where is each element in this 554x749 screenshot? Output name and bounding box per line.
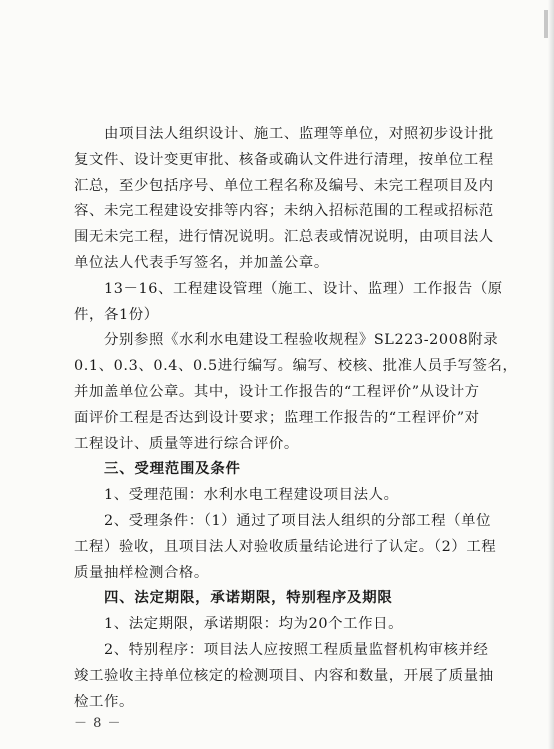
text-line: 汇总，至少包括序号、单位工程名称及编号、未完工程项目及内 [74, 177, 494, 194]
text-line: 2、受理条件：（1）通过了项目法人组织的分部工程（单位 [104, 513, 492, 529]
text-line: 围无未完工程，进行情况说明。汇总表或情况说明，由项目法人 [74, 229, 494, 246]
text-line: 0.1、0.3、0.4、0.5进行编写。编写、校核、批准人员手写签名， [74, 358, 518, 375]
text-line: 分别参照《水利水电建设工程验收规程》SL223-2008附录 [104, 332, 499, 349]
text-line: 工程）验收，且项目法人对验收质量结论进行了认定。（2）工程 [74, 538, 497, 555]
section-heading: 四、法定期限，承诺期限，特别程序及期限 [104, 590, 393, 607]
text-line: 由项目法人组织设计、施工、监理等单位，对照初步设计批 [104, 126, 494, 142]
text-line: 容、未完工程建设安排等内容；未纳入招标范围的工程或招标范 [74, 203, 494, 220]
text-line: 单位法人代表手写签名，并加盖公章。 [74, 255, 329, 271]
text-line: 13－16、工程建设管理（施工、设计、监理）工作报告（原 [104, 280, 503, 297]
text-line: 1、法定期限，承诺期限：均为20个工作日。 [104, 616, 404, 633]
scan-corner-mark [544, 10, 548, 38]
text-line: 质量抽样检测合格。 [74, 564, 209, 581]
text-line: 检工作。 [74, 693, 134, 710]
text-line: 2、特别程序：项目法人应按照工程质量监督机构审核并经 [104, 642, 489, 658]
page-number: － 8 － [74, 716, 122, 731]
text-line: 件，各1份） [74, 306, 159, 323]
text-line: 工程设计、质量等进行综合评价。 [74, 435, 299, 452]
section-heading: 三、受理范围及条件 [104, 461, 241, 478]
scan-edge-shadow [548, 0, 554, 749]
text-line: 竣工验收主持单位核定的检测项目、内容和数量，开展了质量抽 [74, 667, 494, 684]
text-line: 复文件、设计变更审批、核备或确认文件进行清理，按单位工程 [74, 151, 494, 168]
text-line: 1、受理范围：水利水电工程建设项目法人。 [104, 487, 399, 504]
text-line: 面评价工程是否达到设计要求；监理工作报告的“工程评价”对 [74, 409, 480, 426]
text-line: 并加盖单位公章。其中，设计工作报告的“工程评价”从设计方 [74, 384, 480, 400]
